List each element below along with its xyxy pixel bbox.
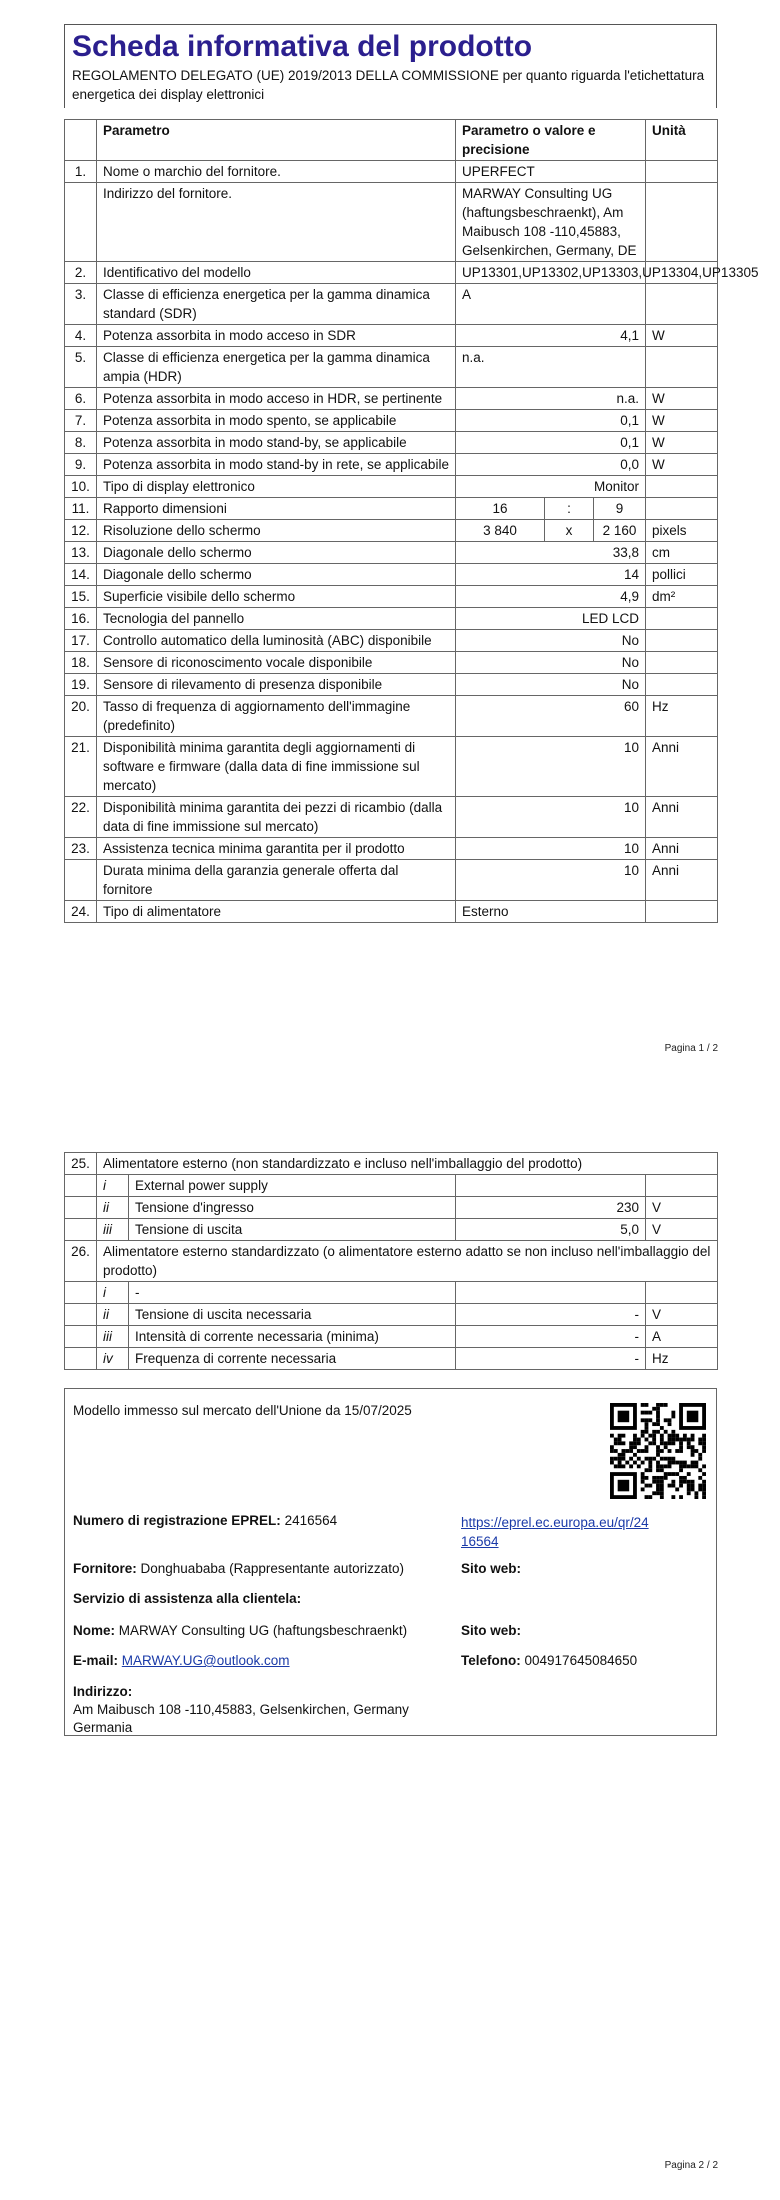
supplier-value: Donghuababa (Rappresentante autorizzato) [140, 1561, 404, 1576]
row-value: 10 [456, 860, 646, 901]
supplier-info-box [64, 1388, 717, 1736]
row-number: 20. [65, 696, 97, 737]
website2-label: Sito web: [461, 1623, 521, 1638]
row-label: Potenza assorbita in modo stand-by in rete, se applicabile [97, 454, 456, 476]
table-row [65, 1219, 718, 1241]
row-number: 14. [65, 564, 97, 586]
row-number: 11. [65, 498, 97, 520]
table-header-row [65, 120, 718, 161]
row-label: Alimentatore esterno standardizzato (o alimentatore esterno adatto se non incluso nell'imballaggio del prodotto) [97, 1241, 718, 1282]
resolution-a: 3 840 [456, 520, 545, 541]
row-number: 8. [65, 432, 97, 454]
page-number: Pagina 2 / 2 [664, 2160, 718, 2171]
row-value: - [456, 1326, 646, 1348]
resolution-cell [456, 520, 646, 542]
table-row [65, 1348, 718, 1370]
table-row [65, 696, 718, 737]
row-value: No [456, 674, 646, 696]
row-number: 17. [65, 630, 97, 652]
row-value: 10 [456, 797, 646, 838]
table-row [65, 586, 718, 608]
row-number: 3. [65, 284, 97, 325]
row-unit [646, 630, 718, 652]
row-number: 21. [65, 737, 97, 797]
row-unit [646, 284, 718, 325]
row-label: Tensione di uscita necessaria [129, 1304, 456, 1326]
row-label: Risoluzione dello schermo [97, 520, 456, 542]
eprel-number: 2416564 [284, 1513, 338, 1528]
row-unit [646, 1282, 718, 1304]
row-number: 15. [65, 586, 97, 608]
row-value: 230 [456, 1197, 646, 1219]
header-unit: Unità [646, 120, 718, 161]
product-table [64, 119, 759, 923]
table-row [65, 498, 718, 520]
row-number: 7. [65, 410, 97, 432]
row-unit: pixels [646, 520, 718, 542]
row-label: Frequenza di corrente necessaria [129, 1348, 456, 1370]
sub-index: iv [97, 1348, 129, 1370]
row-number: 1. [65, 161, 97, 183]
table-row [65, 1175, 718, 1197]
row-value: - [456, 1348, 646, 1370]
row-unit: Anni [646, 860, 718, 901]
table-row [65, 860, 718, 901]
row-label: Sensore di riconoscimento vocale disponibile [97, 652, 456, 674]
resolution-b: 2 160 [602, 523, 637, 538]
sub-index: ii [97, 1304, 129, 1326]
table-row [65, 183, 718, 262]
name-label: Nome: [73, 1623, 116, 1638]
row-label: Rapporto dimensioni [97, 498, 456, 520]
row-label: Superficie visibile dello schermo [97, 586, 456, 608]
row-unit [646, 183, 718, 262]
row-label: Potenza assorbita in modo acceso in SDR [97, 325, 456, 347]
row-number: 25. [65, 1153, 97, 1175]
page-number: Pagina 1 / 2 [664, 1043, 718, 1054]
page-title: Scheda informativa del prodotto [72, 30, 533, 63]
row-unit: Anni [646, 838, 718, 860]
sub-index: iii [97, 1219, 129, 1241]
row-value: n.a. [456, 388, 646, 410]
row-label: Potenza assorbita in modo stand-by, se applicabile [97, 432, 456, 454]
row-label: Diagonale dello schermo [97, 542, 456, 564]
row-value [456, 1282, 646, 1304]
row-unit: A [646, 1326, 718, 1348]
email-label: E-mail: [73, 1653, 119, 1668]
row-unit [646, 901, 718, 923]
supplier-label: Fornitore: [73, 1561, 137, 1576]
row-unit: W [646, 388, 718, 410]
row-value: n.a. [456, 347, 646, 388]
psu-table-body [65, 1153, 718, 1370]
table-row [65, 325, 718, 347]
row-unit: dm² [646, 586, 718, 608]
table-row [65, 674, 718, 696]
row-value: 0,0 [456, 454, 646, 476]
sub-index: iii [97, 1326, 129, 1348]
row-number [65, 1175, 97, 1197]
phone-label: Telefono: [461, 1653, 521, 1668]
table-row [65, 1282, 718, 1304]
eprel-link[interactable]: https://eprel.ec.europa.eu/qr/24 16564 [461, 1515, 649, 1549]
table-row [65, 1241, 718, 1282]
row-value: 0,1 [456, 410, 646, 432]
row-number: 12. [65, 520, 97, 542]
website-label: Sito web: [461, 1561, 521, 1576]
header-param: Parametro [97, 120, 456, 161]
row-unit: W [646, 454, 718, 476]
row-number: 16. [65, 608, 97, 630]
row-label: Assistenza tecnica minima garantita per il prodotto [97, 838, 456, 860]
sub-index: ii [97, 1197, 129, 1219]
row-number: 13. [65, 542, 97, 564]
row-label: Indirizzo del fornitore. [97, 183, 456, 262]
row-value: No [456, 652, 646, 674]
row-label: Diagonale dello schermo [97, 564, 456, 586]
row-label: Disponibilità minima garantita dei pezzi di ricambio (dalla data di fine immissione sul mercato) [97, 797, 456, 838]
table-row [65, 630, 718, 652]
name-value: MARWAY Consulting UG (haftungsbeschraenkt) [118, 1623, 408, 1638]
row-unit [646, 608, 718, 630]
row-value: 4,1 [456, 325, 646, 347]
header-box [64, 24, 717, 108]
row-number: 23. [65, 838, 97, 860]
row-unit [646, 1175, 718, 1197]
table-row [65, 838, 718, 860]
row-number [65, 1348, 97, 1370]
row-unit: pollici [646, 564, 718, 586]
ratio-b: 9 [615, 501, 624, 516]
row-unit: V [646, 1219, 718, 1241]
row-value: 0,1 [456, 432, 646, 454]
row-label: Tensione di uscita [129, 1219, 456, 1241]
row-label: Disponibilità minima garantita degli aggiornamenti di software e firmware (dalla data di fine immissione sul mercato) [97, 737, 456, 797]
row-unit: Hz [646, 1348, 718, 1370]
table-body [65, 161, 759, 923]
row-label: Tipo di display elettronico [97, 476, 456, 498]
row-label: Potenza assorbita in modo acceso in HDR, se pertinente [97, 388, 456, 410]
row-label: Identificativo del modello [97, 262, 456, 284]
table-row [65, 454, 718, 476]
page-1 [0, 0, 780, 1080]
row-value: 14 [456, 564, 646, 586]
table-row [65, 797, 718, 838]
row-value: UPERFECT [456, 161, 646, 183]
row-number: 18. [65, 652, 97, 674]
table-row [65, 284, 718, 325]
row-value [456, 1175, 646, 1197]
row-label: Alimentatore esterno (non standardizzato e incluso nell'imballaggio del prodotto) [97, 1153, 718, 1175]
table-row [65, 564, 718, 586]
table-row [65, 161, 718, 183]
row-unit [646, 652, 718, 674]
row-number [65, 1326, 97, 1348]
row-value: A [456, 284, 646, 325]
table-row [65, 476, 718, 498]
row-value: 10 [456, 838, 646, 860]
customer-service-label: Servizio di assistenza alla clientela: [73, 1591, 302, 1606]
row-number: 22. [65, 797, 97, 838]
row-label: Sensore di rilevamento di presenza disponibile [97, 674, 456, 696]
table-row [65, 1326, 718, 1348]
row-label: Tipo di alimentatore [97, 901, 456, 923]
page-2 [0, 1080, 780, 2200]
table-row [65, 652, 718, 674]
row-value: No [456, 630, 646, 652]
table-row [65, 608, 718, 630]
row-label: Classe di efficienza energetica per la gamma dinamica ampia (HDR) [97, 347, 456, 388]
row-number [65, 1304, 97, 1326]
row-value: 4,9 [456, 586, 646, 608]
table-row [65, 1153, 718, 1175]
row-number [65, 183, 97, 262]
row-unit [646, 347, 718, 388]
row-number: 2. [65, 262, 97, 284]
table-row [65, 520, 718, 542]
row-label: Tensione d'ingresso [129, 1197, 456, 1219]
row-number: 9. [65, 454, 97, 476]
table-row [65, 542, 718, 564]
row-label: Durata minima della garanzia generale offerta dal fornitore [97, 860, 456, 901]
row-unit: W [646, 325, 718, 347]
row-number: 6. [65, 388, 97, 410]
row-unit: W [646, 432, 718, 454]
row-number: 4. [65, 325, 97, 347]
sub-index: i [97, 1175, 129, 1197]
placed-on-market: Modello immesso sul mercato dell'Unione da 15/07/2025 [73, 1403, 412, 1418]
row-value: UP13301,UP13302,UP13303,UP13304,UP13305 [456, 262, 646, 284]
table-row [65, 1304, 718, 1326]
row-label: Potenza assorbita in modo spento, se applicabile [97, 410, 456, 432]
row-label: Controllo automatico della luminosità (ABC) disponibile [97, 630, 456, 652]
ratio-cell [456, 498, 646, 520]
row-value: 33,8 [456, 542, 646, 564]
row-unit: Hz [646, 696, 718, 737]
phone-value: 004917645084650 [524, 1653, 638, 1668]
table-row [65, 1197, 718, 1219]
row-number: 5. [65, 347, 97, 388]
row-value: Esterno [456, 901, 646, 923]
row-value: 60 [456, 696, 646, 737]
row-unit [646, 476, 718, 498]
address-label: Indirizzo: [73, 1684, 133, 1699]
row-value: 5,0 [456, 1219, 646, 1241]
row-unit: V [646, 1304, 718, 1326]
row-number: 10. [65, 476, 97, 498]
row-label: Classe di efficienza energetica per la gamma dinamica standard (SDR) [97, 284, 456, 325]
row-unit [646, 161, 718, 183]
table-row [65, 737, 718, 797]
row-label: Intensità di corrente necessaria (minima) [129, 1326, 456, 1348]
eprel-label: Numero di registrazione EPREL: [73, 1513, 281, 1528]
row-number: 19. [65, 674, 97, 696]
row-unit: W [646, 410, 718, 432]
row-label: Nome o marchio del fornitore. [97, 161, 456, 183]
row-number [65, 1219, 97, 1241]
row-number: 26. [65, 1241, 97, 1282]
psu-table [64, 1152, 718, 1370]
row-value: 10 [456, 737, 646, 797]
row-value: - [456, 1304, 646, 1326]
row-number: 24. [65, 901, 97, 923]
address-line-1: Am Maibusch 108 -110,45883, Gelsenkirchen, Germany [73, 1702, 409, 1717]
row-number [65, 1282, 97, 1304]
table-row [65, 432, 718, 454]
row-number [65, 1197, 97, 1219]
table-row [65, 410, 718, 432]
row-label: Tecnologia del pannello [97, 608, 456, 630]
table-row [65, 388, 718, 410]
header-value: Parametro o valore e precisione [456, 120, 646, 161]
row-unit: cm [646, 542, 718, 564]
row-value: LED LCD [456, 608, 646, 630]
row-label: External power supply [129, 1175, 456, 1197]
regulation-text: REGOLAMENTO DELEGATO (UE) 2019/2013 DELLA COMMISSIONE per quanto riguarda l'etichettatura energetica dei display elettronici [72, 68, 705, 102]
row-value: MARWAY Consulting UG (haftungsbeschraenkt), Am Maibusch 108 -110,45883, Gelsenkirchen, Germany, DE [456, 183, 646, 262]
ratio-sep: : [545, 498, 594, 519]
table-row [65, 901, 718, 923]
table-row [65, 262, 718, 284]
row-value: Monitor [456, 476, 646, 498]
row-unit [646, 498, 718, 520]
table-row [65, 347, 718, 388]
row-number [65, 860, 97, 901]
row-unit: Anni [646, 737, 718, 797]
row-unit: V [646, 1197, 718, 1219]
row-unit: Anni [646, 797, 718, 838]
sub-index: i [97, 1282, 129, 1304]
row-label: - [129, 1282, 456, 1304]
email-link[interactable]: MARWAY.UG@outlook.com [121, 1653, 290, 1668]
row-unit [646, 674, 718, 696]
ratio-a: 16 [456, 498, 545, 519]
resolution-sep: x [545, 520, 594, 541]
row-label: Tasso di frequenza di aggiornamento dell'immagine (predefinito) [97, 696, 456, 737]
address-line-2: Germania [73, 1720, 133, 1735]
qr-code-icon[interactable] [610, 1403, 706, 1499]
